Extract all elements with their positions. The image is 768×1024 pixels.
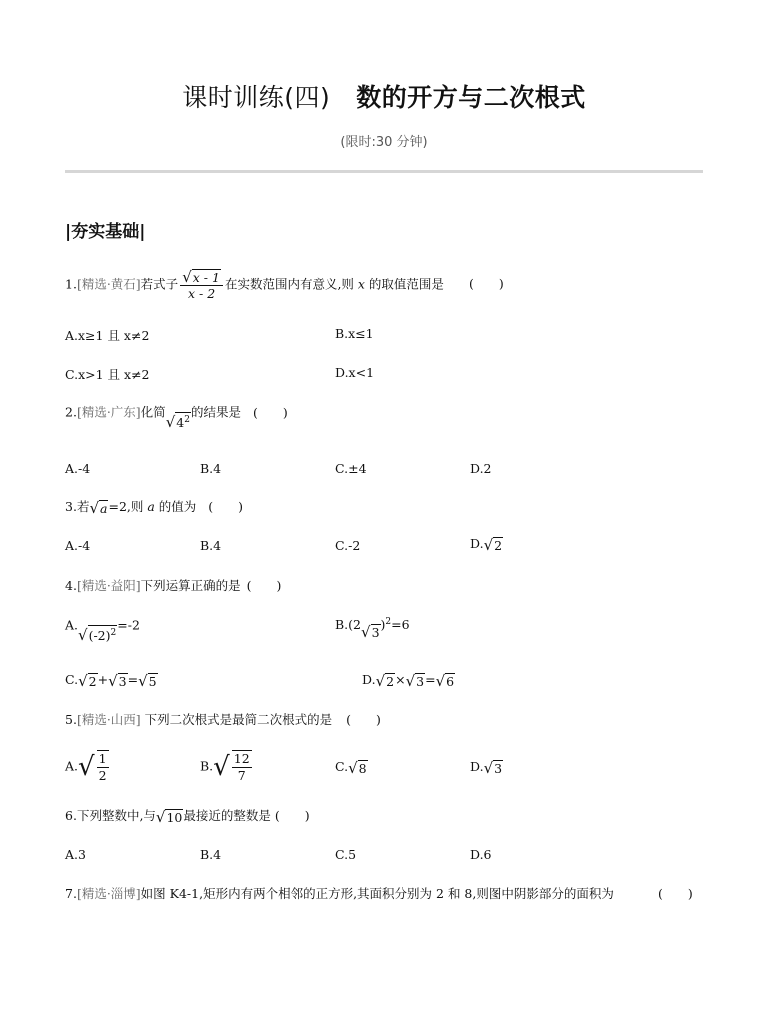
answer-paren: ( ) bbox=[346, 712, 381, 727]
option-b bbox=[335, 617, 410, 641]
sqrt-expression: √3 bbox=[405, 671, 425, 690]
option-c: C.±4 bbox=[335, 461, 367, 476]
sqrt-expression: √2 bbox=[375, 671, 395, 690]
option-label: B.(2 bbox=[335, 617, 361, 633]
option-a bbox=[65, 617, 140, 645]
exponent: 2 bbox=[184, 415, 190, 425]
question-5 bbox=[65, 712, 381, 728]
sqrt-expression: √10 bbox=[155, 807, 183, 826]
radicand: 10 bbox=[166, 809, 183, 825]
question-2 bbox=[65, 404, 288, 432]
answer-paren: ( ) bbox=[246, 578, 282, 593]
option-b bbox=[200, 750, 254, 784]
page-title bbox=[0, 78, 768, 114]
operator: + bbox=[97, 672, 109, 687]
option-label: A. bbox=[65, 758, 79, 774]
question-number: 2. bbox=[65, 404, 77, 420]
option-c bbox=[335, 759, 368, 776]
sqrt-expression: √3 bbox=[108, 671, 127, 690]
question-number: 7. bbox=[65, 886, 77, 901]
question-number: 5. bbox=[65, 712, 77, 727]
question-source: [精选·广东] bbox=[76, 404, 141, 420]
option-text: ) bbox=[380, 617, 386, 633]
sqrt-expression: √8 bbox=[348, 758, 367, 777]
option-label: D. bbox=[470, 759, 484, 774]
sqrt-expression: √5 bbox=[138, 671, 157, 690]
section-heading: |夯实基础| bbox=[65, 222, 146, 242]
question-text: 的值为 bbox=[154, 499, 197, 514]
option-a: A.-4 bbox=[65, 461, 91, 476]
option-c: C.5 bbox=[335, 847, 357, 862]
operator: = bbox=[127, 672, 139, 687]
question-6 bbox=[65, 808, 310, 825]
radicand: x - 1 bbox=[192, 269, 220, 285]
question-number: 6. bbox=[65, 808, 77, 823]
operator: = bbox=[425, 672, 436, 687]
operator: × bbox=[395, 672, 406, 687]
variable: x bbox=[357, 276, 365, 292]
question-number: 3. bbox=[65, 499, 77, 514]
sqrt-expression: √ $\frac{1}{2}$ bbox=[78, 751, 107, 783]
question-text: 的取值范围是 bbox=[364, 276, 444, 292]
exponent: 2 bbox=[385, 617, 392, 627]
radicand: 3 bbox=[416, 673, 425, 689]
option-b: B.4 bbox=[200, 847, 222, 862]
question-number: 4. bbox=[65, 578, 77, 593]
numerator: 1 bbox=[98, 751, 107, 766]
answer-paren: ( ) bbox=[252, 404, 288, 420]
radicand: 3 bbox=[371, 624, 380, 640]
exponent: 2 bbox=[110, 628, 117, 638]
answer-paren: ( ) bbox=[469, 276, 504, 291]
question-text: 化简 bbox=[140, 404, 166, 420]
question-text: 在实数范围内有意义,则 bbox=[224, 276, 358, 292]
radicand: 2 bbox=[494, 537, 503, 553]
sqrt-expression: √2 bbox=[483, 535, 503, 554]
question-text: 如图 K4-1,矩形内有两个相邻的正方形,其面积分别为 2 和 8,则图中阴影部分的面积为 bbox=[140, 886, 614, 901]
option-label: D. bbox=[470, 536, 484, 551]
option-c: C.-2 bbox=[335, 538, 361, 553]
option-a: A.3 bbox=[65, 847, 86, 862]
answer-paren: ( ) bbox=[208, 499, 244, 514]
fraction-expression bbox=[180, 268, 223, 302]
option-d bbox=[470, 536, 503, 553]
radicand: (-2) bbox=[88, 628, 111, 644]
sqrt-expression: √6 bbox=[435, 671, 455, 690]
sqrt-expression: √2 bbox=[78, 671, 97, 690]
question-text: 若式子 bbox=[140, 276, 179, 292]
question-source: [精选·益阳] bbox=[76, 578, 141, 593]
sqrt-expression: √a bbox=[89, 498, 108, 517]
denominator: x - 2 bbox=[187, 285, 216, 301]
title-lesson: 课时训练(四) bbox=[182, 83, 331, 112]
question-number: 1. bbox=[65, 276, 77, 292]
variable: a bbox=[147, 499, 155, 514]
option-d bbox=[362, 672, 455, 689]
option-d: D.6 bbox=[470, 847, 492, 862]
option-a: A.-4 bbox=[65, 538, 91, 553]
question-4 bbox=[65, 578, 281, 594]
header-divider bbox=[65, 170, 703, 173]
option-b: B.4 bbox=[200, 461, 222, 476]
option-label: A. bbox=[65, 617, 79, 633]
option-c bbox=[65, 672, 158, 689]
sqrt-expression: $√4^2$ bbox=[165, 413, 190, 432]
question-source: [精选·淄博] bbox=[76, 886, 141, 901]
question-text: 的结果是 bbox=[190, 404, 241, 420]
question-source: [精选·黄石] bbox=[76, 276, 141, 292]
option-a: A.x≥1 且 x≠2 bbox=[65, 328, 150, 343]
question-source: [精选·山西] bbox=[76, 712, 141, 727]
option-d: D.2 bbox=[470, 461, 492, 476]
option-c: C.x>1 且 x≠2 bbox=[65, 367, 150, 382]
option-a bbox=[65, 750, 111, 784]
answer-paren: ( ) bbox=[274, 808, 310, 823]
option-text: =6 bbox=[391, 617, 410, 633]
denominator: 7 bbox=[237, 768, 246, 783]
option-d: D.x<1 bbox=[335, 365, 375, 380]
radicand: 4 bbox=[176, 415, 185, 431]
question-1 bbox=[65, 268, 444, 302]
answer-paren: ( ) bbox=[658, 886, 693, 901]
sqrt-expression: √x - 1 bbox=[182, 267, 220, 286]
radicand: 2 bbox=[88, 673, 97, 689]
question-text: 下列二次根式是最简二次根式的是 bbox=[140, 712, 333, 727]
denominator: 2 bbox=[98, 768, 107, 783]
option-label: D. bbox=[362, 672, 376, 687]
option-b: B.4 bbox=[200, 538, 222, 553]
question-text: 下列整数中,与 bbox=[76, 808, 156, 823]
option-label: C. bbox=[65, 672, 79, 687]
question-3 bbox=[65, 499, 243, 516]
question-text: 下列运算正确的是 bbox=[140, 578, 241, 593]
option-d bbox=[470, 759, 503, 776]
option-text: =-2 bbox=[117, 617, 140, 633]
radicand: 5 bbox=[148, 673, 157, 689]
question-text: 最接近的整数是 bbox=[183, 808, 271, 823]
radicand: 3 bbox=[494, 760, 503, 776]
radicand: 8 bbox=[358, 760, 367, 776]
sqrt-expression: √ $\frac{12}{7}$ bbox=[213, 751, 250, 783]
time-limit: (限时:30 分钟) bbox=[340, 135, 428, 150]
option-label: B. bbox=[200, 758, 214, 774]
numerator: 12 bbox=[233, 751, 250, 766]
radicand: a bbox=[100, 500, 108, 516]
option-b: B.x≤1 bbox=[335, 326, 374, 341]
question-7 bbox=[65, 886, 614, 902]
sqrt-expression: √3 bbox=[361, 622, 380, 641]
title-topic: 数的开方与二次根式 bbox=[356, 83, 586, 112]
option-label: C. bbox=[335, 759, 349, 774]
radicand: 2 bbox=[386, 673, 395, 689]
radicand: 6 bbox=[446, 673, 455, 689]
sqrt-expression: $√(-2)^2$ bbox=[78, 626, 117, 645]
question-text: =2,则 bbox=[108, 499, 148, 514]
sqrt-expression: √3 bbox=[483, 758, 503, 777]
question-text: 若 bbox=[76, 499, 90, 514]
radicand: 3 bbox=[118, 673, 127, 689]
